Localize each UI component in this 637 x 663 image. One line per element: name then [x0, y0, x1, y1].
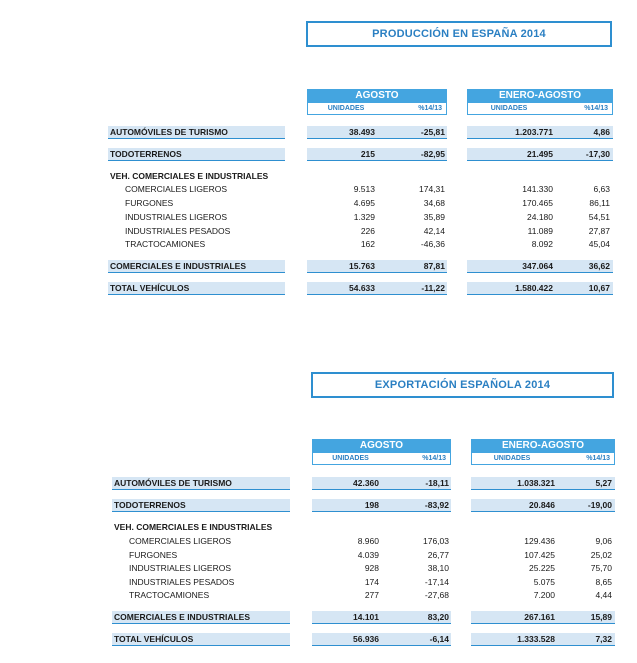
section-heading [0, 521, 637, 534]
table-row [0, 197, 637, 210]
table-row [0, 183, 637, 196]
col-unidades: UNIDADES [493, 455, 531, 462]
row-label: INDUSTRIALES LIGEROS [125, 212, 228, 222]
cell-enero-units: 107.425 [524, 550, 555, 560]
row-label: COMERCIALES LIGEROS [125, 184, 228, 194]
cell-agosto-pct: 38,10 [427, 563, 449, 573]
cell-agosto-pct: -18,11 [425, 478, 449, 488]
production-group-enero [467, 89, 613, 115]
row-label: COMERCIALES E INDUSTRIALES [110, 261, 247, 271]
cell-enero-units: 1.203.771 [515, 127, 553, 137]
table-row [0, 211, 637, 224]
table-row-total [0, 633, 637, 646]
cell-enero-units: 170.465 [522, 198, 553, 208]
cell-enero-units: 8.092 [531, 239, 553, 249]
row-label: TOTAL VEHÍCULOS [114, 634, 194, 644]
cell-enero-pct: -19,00 [587, 500, 612, 510]
group-header: AGOSTO [307, 89, 447, 103]
cell-agosto-units: 226 [360, 226, 375, 236]
cell-enero-pct: 10,67 [588, 283, 610, 293]
cell-agosto-pct: -17,14 [424, 577, 449, 587]
cell-agosto-pct: -46,36 [420, 239, 445, 249]
cell-agosto-units: 4.039 [357, 550, 379, 560]
group-header: AGOSTO [312, 439, 451, 453]
cell-enero-units: 7.200 [533, 590, 555, 600]
cell-enero-pct: 9,06 [595, 536, 612, 546]
row-label: TOTAL VEHÍCULOS [110, 283, 190, 293]
cell-enero-units: 1.038.321 [517, 478, 555, 488]
cell-enero-units: 141.330 [522, 184, 553, 194]
cell-enero-pct: 7,32 [595, 634, 612, 644]
table-row [0, 562, 637, 575]
cell-agosto-pct: 83,20 [427, 612, 449, 622]
cell-agosto-pct: -83,92 [424, 500, 449, 510]
table-row [0, 611, 637, 624]
cell-enero-units: 25.225 [529, 563, 555, 573]
col-pct: %14/13 [584, 105, 608, 112]
cell-enero-pct: 45,04 [588, 239, 610, 249]
cell-agosto-units: 277 [364, 590, 379, 600]
cell-agosto-pct: -6,14 [429, 634, 449, 644]
cell-enero-units: 267.161 [524, 612, 555, 622]
cell-agosto-units: 38.493 [349, 127, 375, 137]
col-unidades: UNIDADES [490, 105, 528, 112]
table-row [0, 477, 637, 490]
table-row [0, 126, 637, 139]
cell-agosto-units: 14.101 [353, 612, 379, 622]
cell-enero-pct: 36,62 [588, 261, 610, 271]
cell-enero-units: 11.089 [527, 226, 553, 236]
cell-enero-units: 1.580.422 [515, 283, 553, 293]
cell-enero-pct: 4,86 [593, 127, 610, 137]
col-pct: %14/13 [418, 105, 442, 112]
cell-enero-units: 129.436 [524, 536, 555, 546]
cell-agosto-units: 198 [364, 500, 379, 510]
row-label: INDUSTRIALES LIGEROS [129, 563, 232, 573]
cell-enero-pct: 6,63 [593, 184, 610, 194]
cell-enero-pct: 5,27 [595, 478, 612, 488]
cell-enero-pct: 25,02 [590, 550, 612, 560]
cell-enero-units: 24.180 [527, 212, 553, 222]
row-label: COMERCIALES LIGEROS [129, 536, 232, 546]
production-group-agosto [307, 89, 447, 115]
table-row [0, 225, 637, 238]
cell-agosto-units: 162 [360, 239, 375, 249]
table-row [0, 576, 637, 589]
group-header: ENERO-AGOSTO [467, 89, 613, 103]
row-label: AUTOMÓVILES DE TURISMO [114, 478, 232, 488]
row-label: INDUSTRIALES PESADOS [129, 577, 235, 587]
cell-agosto-pct: 26,77 [427, 550, 449, 560]
group-header: ENERO-AGOSTO [471, 439, 615, 453]
cell-agosto-units: 215 [360, 149, 375, 159]
row-label: COMERCIALES E INDUSTRIALES [114, 612, 251, 622]
cell-agosto-units: 56.936 [353, 634, 379, 644]
cell-agosto-pct: -27,68 [424, 590, 449, 600]
group-subheader [312, 453, 451, 465]
table-row [0, 238, 637, 251]
cell-agosto-pct: -11,22 [421, 283, 445, 293]
col-pct: %14/13 [422, 455, 446, 462]
cell-enero-units: 1.333.528 [517, 634, 555, 644]
cell-agosto-pct: -82,95 [420, 149, 445, 159]
cell-agosto-pct: -25,81 [420, 127, 445, 137]
table-row [0, 589, 637, 602]
row-label: TRACTOCAMIONES [129, 590, 210, 600]
cell-enero-pct: 86,11 [589, 198, 610, 208]
cell-enero-pct: 15,89 [590, 612, 612, 622]
export-title: EXPORTACIÓN ESPAÑOLA 2014 [311, 372, 614, 398]
row-label: TODOTERRENOS [114, 500, 186, 510]
table-row-total [0, 282, 637, 295]
cell-agosto-units: 15.763 [349, 261, 375, 271]
table-row [0, 535, 637, 548]
row-label: VEH. COMERCIALES E INDUSTRIALES [114, 522, 273, 532]
cell-enero-pct: -17,30 [585, 149, 610, 159]
cell-enero-pct: 8,65 [595, 577, 612, 587]
cell-enero-units: 347.064 [522, 261, 553, 271]
cell-enero-units: 5.075 [533, 577, 555, 587]
cell-agosto-pct: 174,31 [419, 184, 445, 194]
cell-agosto-units: 174 [364, 577, 379, 587]
cell-enero-pct: 54,51 [588, 212, 610, 222]
table-row [0, 260, 637, 273]
cell-enero-pct: 75,70 [590, 563, 612, 573]
cell-enero-pct: 4,44 [595, 590, 612, 600]
cell-agosto-pct: 34,68 [423, 198, 445, 208]
cell-agosto-units: 54.633 [349, 283, 375, 293]
section-heading [0, 170, 637, 183]
cell-agosto-pct: 87,81 [423, 261, 445, 271]
table-row [0, 499, 637, 512]
group-subheader [467, 103, 613, 115]
row-label: AUTOMÓVILES DE TURISMO [110, 127, 228, 137]
group-subheader [471, 453, 615, 465]
group-subheader [307, 103, 447, 115]
row-label: FURGONES [125, 198, 174, 208]
cell-enero-units: 21.495 [527, 149, 553, 159]
row-label: VEH. COMERCIALES E INDUSTRIALES [110, 171, 269, 181]
cell-agosto-units: 1.329 [353, 212, 375, 222]
row-label: INDUSTRIALES PESADOS [125, 226, 231, 236]
col-unidades: UNIDADES [332, 455, 369, 462]
export-group-agosto [312, 439, 451, 465]
row-label: TODOTERRENOS [110, 149, 182, 159]
col-unidades: UNIDADES [327, 105, 365, 112]
row-label: TRACTOCAMIONES [125, 239, 206, 249]
table-row [0, 148, 637, 161]
row-label: FURGONES [129, 550, 178, 560]
cell-enero-units: 20.846 [529, 500, 555, 510]
cell-agosto-pct: 42,14 [423, 226, 445, 236]
cell-agosto-units: 8.960 [357, 536, 379, 546]
col-pct: %14/13 [586, 455, 610, 462]
table-row [0, 549, 637, 562]
cell-enero-pct: 27,87 [588, 226, 610, 236]
cell-agosto-units: 42.360 [353, 478, 379, 488]
cell-agosto-pct: 176,03 [423, 536, 449, 546]
production-title: PRODUCCIÓN EN ESPAÑA 2014 [306, 21, 612, 47]
export-group-enero [471, 439, 615, 465]
cell-agosto-units: 9.513 [353, 184, 375, 194]
cell-agosto-units: 928 [364, 563, 379, 573]
cell-agosto-units: 4.695 [353, 198, 375, 208]
cell-agosto-pct: 35,89 [423, 212, 445, 222]
